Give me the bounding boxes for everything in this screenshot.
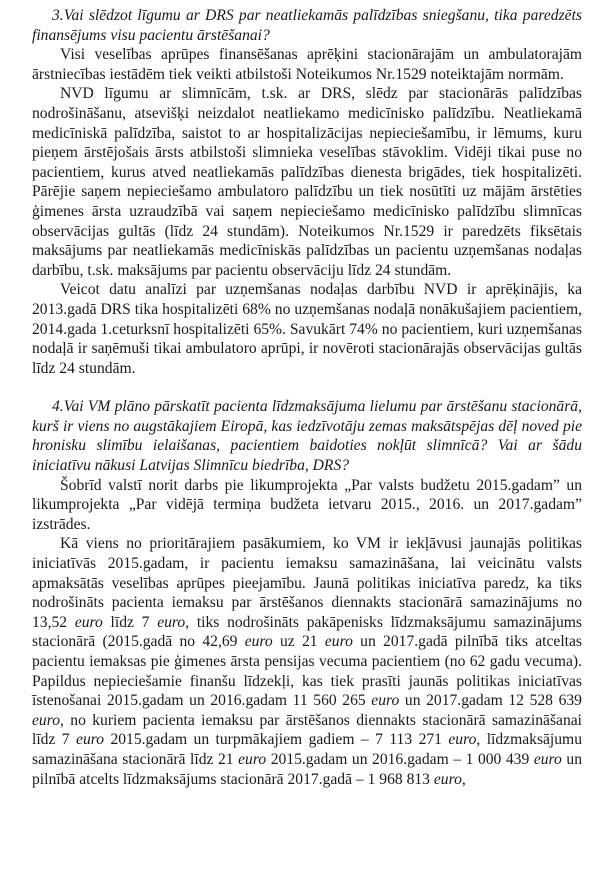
- currency-unit: euro: [32, 711, 61, 729]
- text-run: 2015.gadam un turpmākajiem gadiem – 7 113 271: [104, 731, 449, 749]
- answer-4-paragraph-2: [32, 534, 582, 789]
- answer-3-paragraph-2: NVD līgumu ar slimnīcām, t.sk. ar DRS, slēdz par stacionārās palīdzības nodrošināšanu, atsevišķi neizdalot neatliekamo medicīnisko palīdzību. Neatliekamā medicīniskā palīdzība, saistot to ar hospitalizācijas nepieciešamību, ir lēmums, kuru pieņem ārstējošais ārsts atbilstoši slimnieka veselības stāvoklim. Vidēji tikai puse no pacientiem, kurus atved neatliekamās palīdzības dienesta brigādes, tiek hospitalizēti. Pārējie saņem nepieciešamo ambulatoro palīdzību un tiek nosūtīti uz mājām ārstēties ģimenes ārsta uzraudzībā vai saņem nepieciešamo medicīnisko palīdzību slimnīcas observācijas gultās (līdz 24 stundām). Noteikumos Nr.1529 ir paredzēts fiksētais maksājums par neatliekamās medicīniskās palīdzības un pacientu uzņemšanas nodaļas darbību, t.sk. maksājums par pacientu observāciju līdz 24 stundām.: [32, 85, 582, 279]
- currency-unit: euro: [533, 750, 562, 768]
- currency-unit: euro: [157, 613, 186, 631]
- currency-unit: euro: [324, 633, 353, 651]
- currency-unit: euro: [433, 770, 462, 788]
- text-run: , tiks nodrošināts pakāpenisks līdzmaksājumu samazinājums stacionārā (2015.gadā no 42,69: [32, 613, 582, 651]
- answer-4-paragraph-1: Šobrīd valstī norit darbs pie likumprojekta „Par valsts budžetu 2015.gadam” un likumprojekta „Par vidējā termiņa budžeta ietvaru 2015., 2016. un 2017.gadam” izstrādes.: [32, 476, 582, 533]
- text-run: un 2017.gadam 12 528 639: [399, 692, 582, 710]
- text-run: ,: [461, 770, 466, 788]
- question-4: 4.Vai VM plāno pārskatīt pacienta līdzmaksājuma lielumu par ārstēšanu stacionārā, kurš ir viens no augstākajiem Eiropā, kas iedzīvotāju zemas maksātspējas dēļ noved pie hronisku slimību ielaišanas, pacientiem baidoties nokļūt slimnīcā? Vai ar šādu iniciatīvu nākusi Latvijas Slimnīcu biedrība, DRS?: [32, 398, 582, 475]
- text-run: līdz 7: [102, 613, 158, 631]
- text-run: uz 21: [272, 633, 325, 651]
- question-3: 3.Vai slēdzot līgumu ar DRS par neatliekamās palīdzības sniegšanu, tika paredzēts finansējums visu pacientu ārstēšanai?: [32, 7, 582, 44]
- currency-unit: euro: [448, 731, 477, 749]
- currency-unit: euro: [371, 692, 400, 710]
- currency-unit: euro: [74, 613, 103, 631]
- text-run: 2015.gadam un 2016.gadam – 1 000 439: [266, 750, 534, 768]
- text-run: un pilnībā atcelts līdzmaksājums stacionārā 2017.gadā – 1 968 813: [32, 750, 583, 788]
- text-run: , līdzmaksājumu samazināšana stacionārā līdz 21: [32, 731, 582, 768]
- text-run: un 2017.gadā pilnībā tiks atceltas pacientu iemaksas pie ģimenes ārsta pensijas vecuma pacientiem (no 62 gadu vecuma). Papildus nepieciešamie finanšu līdzekļi, kas tiek prasīti jaunās politikas iniciatīvas īstenošanai 2015.gadam un 2016.gadam 11 560 265: [32, 633, 582, 710]
- currency-unit: euro: [244, 633, 273, 651]
- answer-3-paragraph-3: Veicot datu analīzi par uzņemšanas nodaļas darbību NVD ir aprēķinājis, ka 2013.gadā DRS tika hospitalizēti 68% no uzņemšanas nodaļā nonākušajiem pacientiem, 2014.gada 1.ceturksnī hospitalizēti 65%. Savukārt 74% no pacientiem, kuri uzņemšanas nodaļā ir saņēmuši tikai ambulatoro aprūpi, ir novēroti stacionārajās observācijas gultās līdz 24 stundām.: [32, 281, 582, 377]
- text-run: , no kuriem pacienta iemaksu par ārstēšanos diennakts stacionārā samazināšanai līdz 7: [32, 711, 582, 749]
- currency-unit: euro: [238, 750, 267, 768]
- answer-3-paragraph-1: Visi veselības aprūpes finansēšanas aprēķini stacionārajām un ambulatorajām ārstniecības iestādēm tiek veikti atbilstoši Noteikumos Nr.1529 noteiktajām normām.: [32, 46, 582, 83]
- text-run: Kā viens no prioritārajiem pasākumiem, ko VM ir iekļāvusi jaunajās politikas iniciatīvās 2015.gadam, ir pacientu iemaksu samazināšana, lai veicinātu valsts apmaksātās veselības aprūpes pieejamību. Jaunā politikas iniciatīva paredz, ka tiks nodrošināts pacienta iemaksu par ārstēšanos diennakts stacionārā samazinājums no 13,52: [32, 535, 582, 631]
- currency-unit: euro: [76, 731, 105, 749]
